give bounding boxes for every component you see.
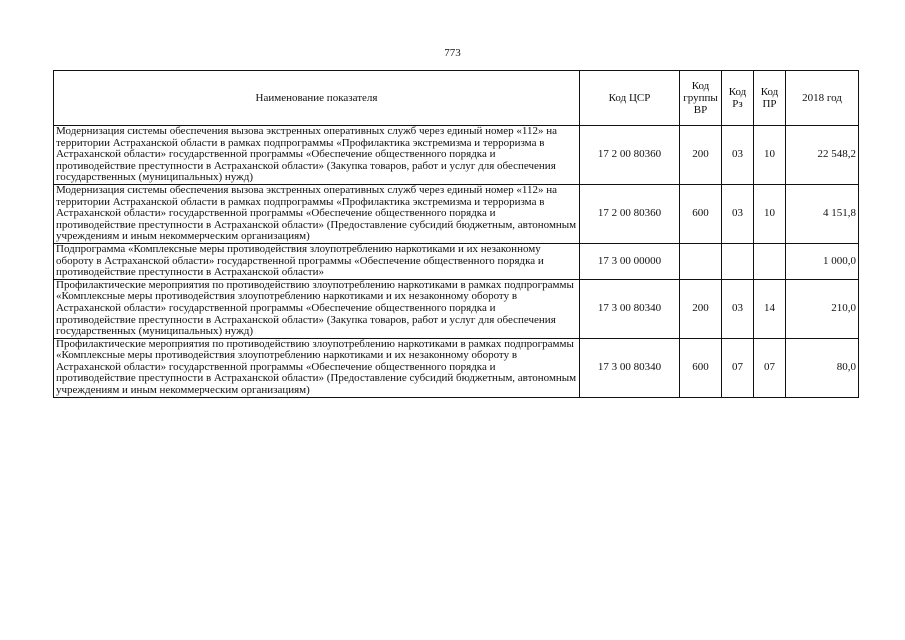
table-row (54, 126, 859, 185)
row-amount: 80,0 (786, 338, 859, 397)
header-pr: Код ПР (754, 71, 786, 126)
budget-table (53, 70, 859, 398)
table-row (54, 243, 859, 279)
row-csr: 17 3 00 80340 (580, 279, 680, 338)
row-pr: 10 (754, 184, 786, 243)
row-vr: 600 (680, 184, 722, 243)
row-amount: 4 151,8 (786, 184, 859, 243)
row-amount: 1 000,0 (786, 243, 859, 279)
header-csr: Код ЦСР (580, 71, 680, 126)
row-pr (754, 243, 786, 279)
row-vr (680, 243, 722, 279)
row-rz: 07 (722, 338, 754, 397)
row-rz: 03 (722, 279, 754, 338)
table-header-row (54, 71, 859, 126)
table-row (54, 338, 859, 397)
header-name: Наименование показателя (54, 71, 580, 126)
table-row (54, 279, 859, 338)
page-number: 773 (444, 47, 461, 59)
row-rz: 03 (722, 184, 754, 243)
row-name: Профилактические мероприятия по противодействию злоупотреблению наркотиками в рамках подпрограммы «Комплексные меры противодействия злоупотреблению наркотиками и их незаконному обороту в Астраханской области» государственной программы «Обеспечение общественного порядка и противодействие преступности в Астраханской области» (Закупка товаров, работ и услуг для обеспечения государственных (муниципальных) нужд) (54, 279, 580, 338)
row-pr: 07 (754, 338, 786, 397)
header-vr: Код группы ВР (680, 71, 722, 126)
row-name: Модернизация системы обеспечения вызова экстренных оперативных служб через единый номер «112» на территории Астраханской области в рамках подпрограммы «Профилактика экстремизма и терроризма в Астраханской области» государственной программы «Обеспечение общественного порядка и противодействие преступности в Астраханской области» (Предоставление субсидий бюджетным, автономным учреждениям и иным некоммерческим организациям) (54, 184, 580, 243)
row-csr: 17 3 00 80340 (580, 338, 680, 397)
row-csr: 17 2 00 80360 (580, 126, 680, 185)
row-amount: 210,0 (786, 279, 859, 338)
row-vr: 600 (680, 338, 722, 397)
table-row (54, 184, 859, 243)
row-pr: 14 (754, 279, 786, 338)
row-name: Подпрограмма «Комплексные меры противодействия злоупотреблению наркотиками и их незаконному обороту в Астраханской области» государственной программы «Обеспечение общественного порядка и противодействие преступности в Астраханской области» (54, 243, 580, 279)
row-vr: 200 (680, 126, 722, 185)
row-pr: 10 (754, 126, 786, 185)
row-csr: 17 3 00 00000 (580, 243, 680, 279)
row-vr: 200 (680, 279, 722, 338)
row-rz (722, 243, 754, 279)
row-name: Модернизация системы обеспечения вызова экстренных оперативных служб через единый номер «112» на территории Астраханской области в рамках подпрограммы «Профилактика экстремизма и терроризма в Астраханской области» государственной программы «Обеспечение общественного порядка и противодействие преступности в Астраханской области» (Закупка товаров, работ и услуг для обеспечения государственных (муниципальных) нужд) (54, 126, 580, 185)
row-csr: 17 2 00 80360 (580, 184, 680, 243)
row-amount: 22 548,2 (786, 126, 859, 185)
row-rz: 03 (722, 126, 754, 185)
row-name: Профилактические мероприятия по противодействию злоупотреблению наркотиками в рамках подпрограммы «Комплексные меры противодействия злоупотреблению наркотиками и их незаконному обороту в Астраханской области» государственной программы «Обеспечение общественного порядка и противодействие преступности в Астраханской области» (Предоставление субсидий бюджетным, автономным учреждениям и иным некоммерческим организациям) (54, 338, 580, 397)
header-year: 2018 год (786, 71, 859, 126)
header-rz: Код Рз (722, 71, 754, 126)
